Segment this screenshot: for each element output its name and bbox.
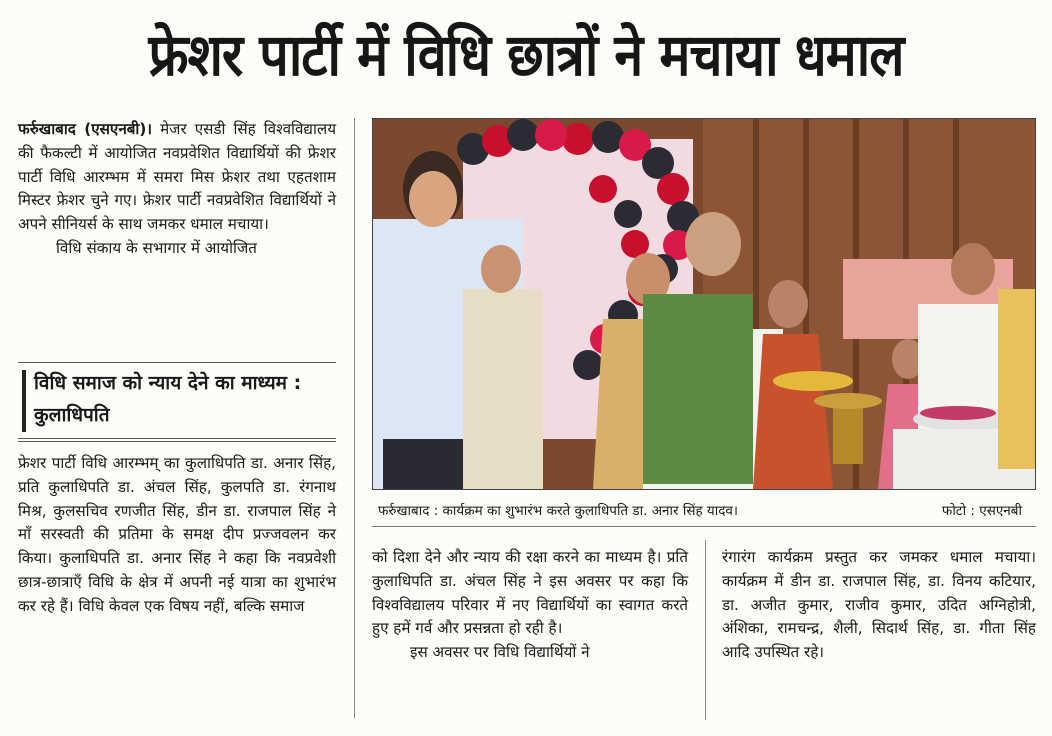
column-3: [722, 546, 1036, 665]
column-divider-2: [705, 540, 706, 720]
column-2-paragraph-2: इस अवसर पर विधि विद्यार्थियों ने: [410, 643, 590, 662]
photo-caption-row: [372, 496, 1036, 527]
subheading: विधि समाज को न्याय देने का माध्यम : कुलाधिपति: [34, 372, 302, 426]
column-1-top: [18, 118, 336, 261]
column-divider-1: [354, 118, 355, 718]
lead-paragraph: [18, 118, 336, 237]
column-2-paragraph-1: को दिशा देने और न्याय की रक्षा करने का माध्यम है। प्रति कुलाधिपति डा. अंचल सिंह ने इस अवसर पर कहा कि विश्वविद्यालय परिवार में नए विद्यार्थियों का स्वागत करते हुए हमें गर्व और प्रसन्नता हो रही है।: [372, 548, 688, 638]
column-3-paragraph-1: रंगारंग कार्यक्रम प्रस्तुत कर जमकर धमाल मचाया। कार्यक्रम में डीन डा. राजपाल सिंह, डा. विनय कटियार, डा. अजीत कुमार, राजीव कुमार, उदित अग्निहोत्री, अंशिका, रामचन्द्र, शैली, सिदार्थ सिंह, डा. गीता सिंह आदि उपस्थित रहे।: [722, 548, 1036, 662]
news-photo: [372, 118, 1036, 490]
subheading-bar: [22, 370, 26, 432]
photo-caption: फर्रुखाबाद : कार्यक्रम का शुभारंभ करते कुलाधिपति डा. अनार सिंह यादव।: [378, 503, 739, 519]
dateline: फर्रुखाबाद (एसएनबी)।: [18, 120, 153, 138]
column-1-bottom: [18, 452, 336, 619]
headline: फ्रेशर पार्टी में विधि छात्रों ने मचाया धमाल: [148, 22, 904, 90]
column-2: [372, 546, 688, 665]
lead-text: मेजर एसडी सिंह विश्वविद्यालय की फैकल्टी में आयोजित नवप्रवेशित विद्यार्थियों की फ्रेशर पार्टी विधि आरम्भम में समरा मिस फ्रेशर तथा एहतशाम मिस्टर फ्रेशर चुने गए। फ्रेशर पार्टी नवप्रवेशित विद्यार्थियों ने अपने सीनियर्स के साथ जमकर धमाल मचाया।: [18, 120, 337, 234]
paragraph-2: विधि संकाय के सभागार में आयोजित: [56, 238, 257, 257]
event-photo-illustration: [373, 119, 1035, 489]
photo-credit: फोटो : एसएनबी: [941, 503, 1022, 519]
column-1-body: फ्रेशर पार्टी विधि आरम्भम् का कुलाधिपति डा. अनार सिंह, प्रति कुलाधिपति डा. अंचल सिंह, कुलपति डा. रंगनाथ मिश्र, कुलसचिव रणजीत सिंह, डीन डा. राजपाल सिंह ने माँ सरस्वती की प्रतिमा के समक्ष दीप प्रज्जवलन कर किया। कुलाधिपति डा. अनार सिंह ने कहा कि नवप्रवेशी छात्र-छात्राएँ विधि के क्षेत्र में अपनी नई यात्रा का शुभारंभ कर रहे हैं। विधि केवल एक विषय नहीं, बल्कि समाज: [18, 454, 336, 615]
subheading-box: [18, 362, 336, 442]
